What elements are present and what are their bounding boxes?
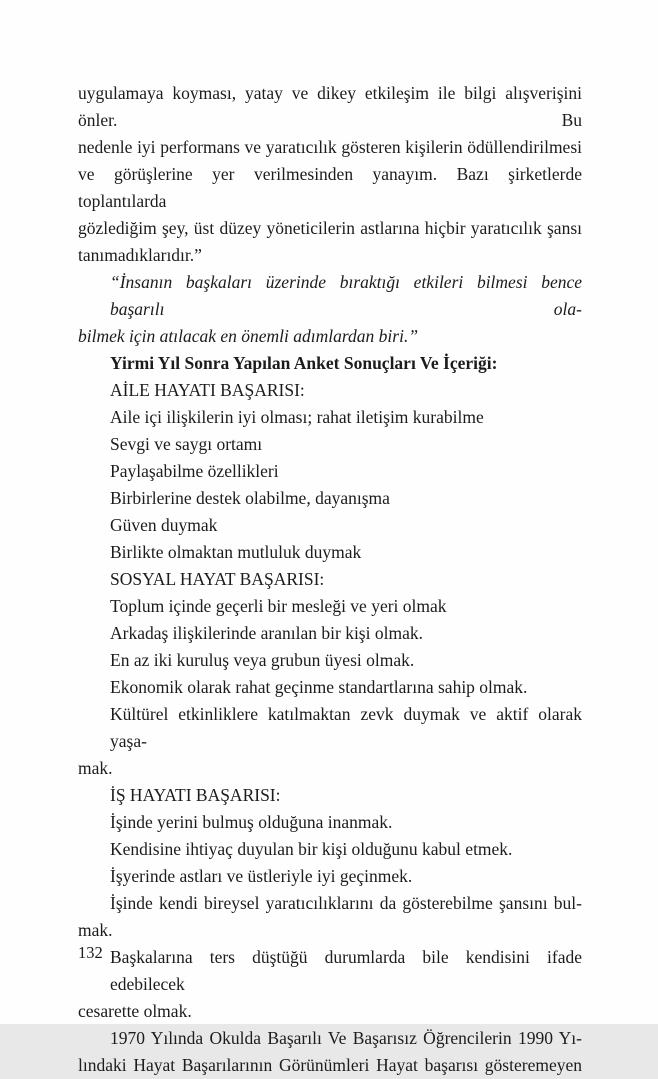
text-line: “İnsanın başkaları üzerinde bıraktığı etkileri bilmesi bence başarılı ola- — [110, 272, 582, 319]
text-line: Yirmi Yıl Sonra Yapılan Anket Sonuçları Ve İçeriği: — [110, 353, 498, 373]
text-line: Aile içi ilişkilerin iyi olması; rahat iletişim kurabilme — [110, 407, 484, 427]
page-number: 132 — [78, 943, 103, 962]
text-line: tanımadıklarıdır.” — [78, 245, 202, 265]
text-line: En az iki kuruluş veya grubun üyesi olmak. — [110, 650, 415, 670]
text-line: İşinde yerini bulmuş olduğuna inanmak. — [110, 812, 393, 832]
text-line: Arkadaş ilişkilerinde aranılan bir kişi olmak. — [110, 623, 423, 643]
text-line: Sevgi ve saygı ortamı — [110, 434, 263, 454]
text-line: Kültürel etkinliklere katılmaktan zevk duymak ve aktif olarak yaşa- — [110, 704, 582, 751]
text-line: Başkalarına ters düştüğü durumlarda bile kendisini ifade edebilecek — [110, 947, 582, 994]
text-line: nedenle iyi performans ve yaratıcılık gösteren kişilerin ödüllendirilmesi — [78, 137, 582, 157]
text-line: Kendisine ihtiyaç duyulan bir kişi olduğunu kabul etmek. — [110, 839, 513, 859]
text-line: Güven duymak — [110, 515, 218, 535]
text-line: Toplum içinde geçerli bir mesleği ve yeri olmak — [110, 596, 447, 616]
text-line: İşinde kendi bireysel yaratıcılıklarını da gösterebilme şansını bul- — [110, 893, 582, 913]
text-line: mak. — [78, 920, 113, 940]
text-line: İşyerinde astları ve üstleriyle iyi geçinmek. — [110, 866, 413, 886]
text-line: mak. — [78, 758, 113, 778]
text-line: gözlediğim şey, üst düzey yöneticilerin astlarına hiçbir yaratıcılık şansı — [78, 218, 582, 238]
text-line: Birbirlerine destek olabilme, dayanışma — [110, 488, 390, 508]
text-line: bilmek için atılacak en önemli adımlardan biri.” — [78, 326, 419, 346]
text-line: Ekonomik olarak rahat geçinme standartlarına sahip olmak. — [110, 677, 528, 697]
text-block — [78, 80, 582, 1079]
text-line: uygulamaya koyması, yatay ve dikey etkileşim ile bilgi alışverişini önler. Bu — [78, 83, 582, 130]
text-line: Birlikte olmaktan mutluluk duymak — [110, 542, 362, 562]
text-line: ve görüşlerine yer verilmesinden yanayım. Bazı şirketlerde toplantılarda — [78, 164, 582, 211]
text-line: lındaki Hayat Başarılarının Görünümleri Hayat başarısı gösteremeyen — [78, 1055, 582, 1075]
text-line: cesarette olmak. — [78, 1001, 192, 1021]
text-line: Paylaşabilme özellikleri — [110, 461, 279, 481]
text-line: AİLE HAYATI BAŞARISI: — [110, 380, 305, 400]
text-line: SOSYAL HAYAT BAŞARISI: — [110, 569, 325, 589]
text-line: 1970 Yılında Okulda Başarılı Ve Başarısız Öğrencilerin 1990 Yı- — [110, 1028, 582, 1048]
text-line: İŞ HAYATI BAŞARISI: — [110, 785, 281, 805]
